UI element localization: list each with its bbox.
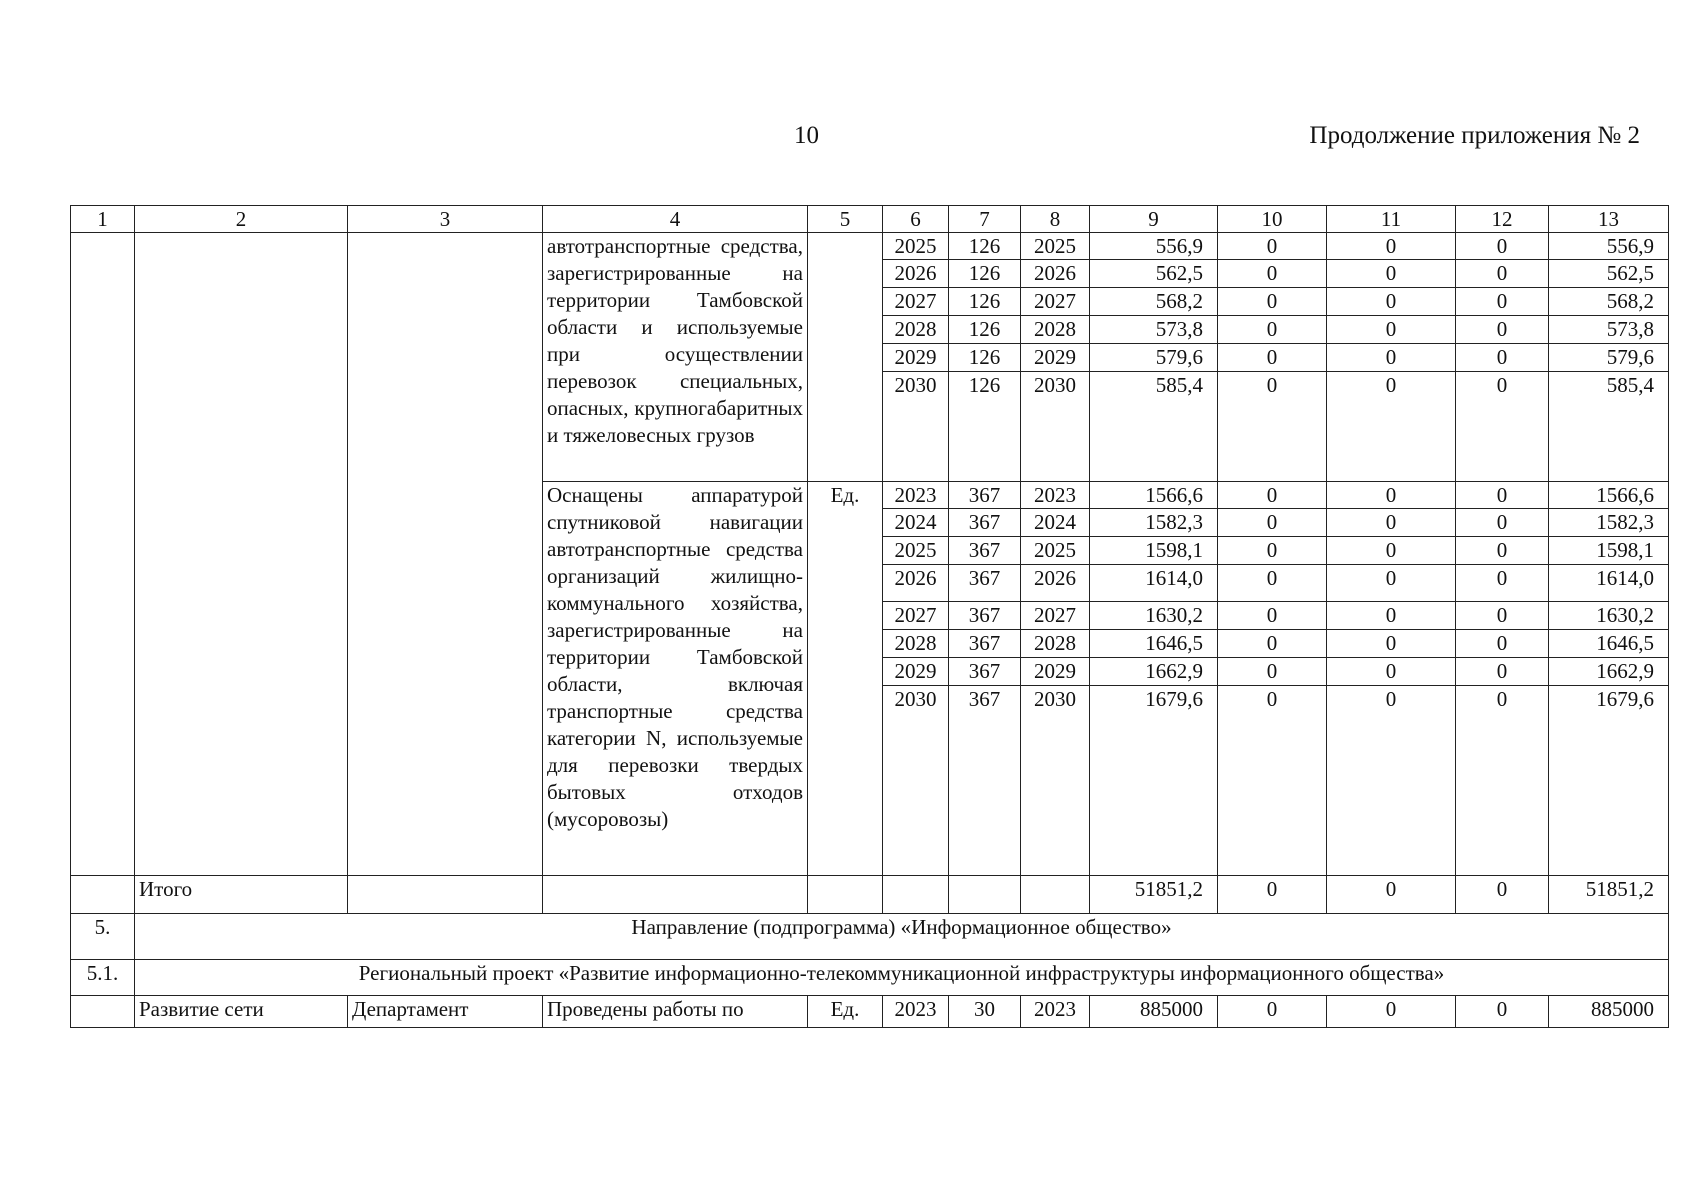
value-cell: 2026	[1021, 260, 1090, 288]
indicator-description: Оснащены аппаратурой спутниковой навигации автотранспортные средства организаций жилищно-коммунального хозяйства, зарегистрированные на территории Тамбовской области, включая транспортные средства категории N, используемые для перевозки твердых бытовых отходов (мусоровозы)	[543, 482, 808, 876]
value-cell: 1679,6	[1090, 686, 1218, 876]
value-cell: 1598,1	[1090, 537, 1218, 565]
value-cell: 2025	[883, 537, 949, 565]
value-cell: 2024	[1021, 509, 1090, 537]
value-cell: 0	[1456, 344, 1549, 372]
value-cell: 367	[949, 602, 1021, 630]
value-cell: 126	[949, 233, 1021, 260]
value-cell: 0	[1327, 482, 1456, 509]
value-cell: 2030	[883, 372, 949, 482]
value-cell: 579,6	[1549, 344, 1669, 372]
value-cell: 568,2	[1090, 288, 1218, 316]
column-header: 1	[71, 206, 135, 233]
value-cell: 0	[1456, 602, 1549, 630]
value-cell: 2024	[883, 509, 949, 537]
column-header: 13	[1549, 206, 1669, 233]
value-cell: 885000	[1090, 996, 1218, 1028]
value-cell: 1662,9	[1090, 658, 1218, 686]
section-number: 5.1.	[71, 960, 135, 996]
value-cell: 2027	[1021, 602, 1090, 630]
value-cell: 2030	[1021, 686, 1090, 876]
value-cell: 2023	[1021, 482, 1090, 509]
value-cell: 0	[1218, 602, 1327, 630]
value-cell: 0	[1218, 233, 1327, 260]
executor: Департамент	[348, 996, 543, 1028]
value-cell: 0	[1327, 658, 1456, 686]
value-cell: 0	[1456, 537, 1549, 565]
value-cell: 0	[1218, 537, 1327, 565]
col1-blank	[71, 233, 135, 876]
value-cell: 367	[949, 658, 1021, 686]
value-cell: 2027	[883, 602, 949, 630]
value-cell: 2025	[1021, 537, 1090, 565]
value-cell: 2026	[1021, 565, 1090, 602]
value-cell: 2028	[1021, 630, 1090, 658]
unit-cell: Ед.	[808, 482, 883, 876]
value-cell: 0	[1218, 344, 1327, 372]
value-cell: 30	[949, 996, 1021, 1028]
value-cell: 1582,3	[1549, 509, 1669, 537]
value-cell: 0	[1456, 482, 1549, 509]
value-cell: 585,4	[1549, 372, 1669, 482]
value-cell: 2029	[883, 658, 949, 686]
column-header: 12	[1456, 206, 1549, 233]
value-cell: 0	[1327, 686, 1456, 876]
total-blank	[348, 876, 543, 914]
section-row	[71, 914, 1669, 960]
value-cell: 367	[949, 686, 1021, 876]
value-cell: 0	[1456, 996, 1549, 1028]
value-cell: 0	[1456, 260, 1549, 288]
total-blank	[883, 876, 949, 914]
value-cell: 0	[1327, 344, 1456, 372]
value-cell: 1646,5	[1090, 630, 1218, 658]
table-row	[71, 233, 1669, 260]
total-label: Итого	[135, 876, 348, 914]
value-cell: 0	[1327, 996, 1456, 1028]
value-cell: 562,5	[1549, 260, 1669, 288]
total-value: 0	[1456, 876, 1549, 914]
value-cell: 126	[949, 372, 1021, 482]
total-blank	[543, 876, 808, 914]
value-cell: 0	[1327, 288, 1456, 316]
value-cell: 1566,6	[1090, 482, 1218, 509]
value-cell: 0	[1456, 658, 1549, 686]
value-cell: 1614,0	[1549, 565, 1669, 602]
indicator-description: автотранспортные средства, зарегистрированные на территории Тамбовской области и используемые при осуществлении перевозок специальных, опасных, крупногабаритных и тяжеловесных грузов	[543, 233, 808, 482]
column-header: 10	[1218, 206, 1327, 233]
total-value: 51851,2	[1090, 876, 1218, 914]
value-cell: 1630,2	[1549, 602, 1669, 630]
value-cell: 0	[1327, 233, 1456, 260]
value-cell: 2028	[883, 316, 949, 344]
value-cell: 2027	[883, 288, 949, 316]
value-cell: 0	[1218, 316, 1327, 344]
value-cell: 2029	[1021, 658, 1090, 686]
value-cell: 2025	[883, 233, 949, 260]
value-cell: 0	[1456, 288, 1549, 316]
value-cell: 585,4	[1090, 372, 1218, 482]
column-header: 9	[1090, 206, 1218, 233]
value-cell: 0	[1456, 686, 1549, 876]
value-cell: 2030	[883, 686, 949, 876]
total-value: 0	[1218, 876, 1327, 914]
value-cell: 0	[1218, 288, 1327, 316]
value-cell: 1598,1	[1549, 537, 1669, 565]
value-cell: 2029	[1021, 344, 1090, 372]
value-cell: 0	[1456, 316, 1549, 344]
total-blank	[808, 876, 883, 914]
value-cell: 2026	[883, 260, 949, 288]
value-cell: 2028	[883, 630, 949, 658]
column-header: 6	[883, 206, 949, 233]
value-cell: 367	[949, 509, 1021, 537]
value-cell: 1662,9	[1549, 658, 1669, 686]
column-header: 7	[949, 206, 1021, 233]
value-cell: 0	[1456, 565, 1549, 602]
section-row	[71, 960, 1669, 996]
value-cell: 2023	[1021, 996, 1090, 1028]
section-title: Направление (подпрограмма) «Информационное общество»	[135, 914, 1669, 960]
value-cell: 0	[1218, 658, 1327, 686]
value-cell: 367	[949, 565, 1021, 602]
total-col1	[71, 876, 135, 914]
value-cell: 2023	[883, 996, 949, 1028]
table-row	[71, 996, 1669, 1028]
value-cell: 0	[1456, 509, 1549, 537]
value-cell: 0	[1218, 996, 1327, 1028]
value-cell: 556,9	[1549, 233, 1669, 260]
column-header: 5	[808, 206, 883, 233]
appendix-heading: Продолжение приложения № 2	[1309, 122, 1640, 149]
value-cell: 2029	[883, 344, 949, 372]
value-cell: 367	[949, 482, 1021, 509]
value-cell: 2028	[1021, 316, 1090, 344]
value-cell: 0	[1327, 565, 1456, 602]
activity-name: Развитие сети	[135, 996, 348, 1028]
value-cell: 2025	[1021, 233, 1090, 260]
value-cell: 1630,2	[1090, 602, 1218, 630]
value-cell: 556,9	[1090, 233, 1218, 260]
value-cell: 0	[1327, 630, 1456, 658]
value-cell: 0	[1327, 537, 1456, 565]
value-cell: 573,8	[1549, 316, 1669, 344]
value-cell: 0	[1218, 686, 1327, 876]
section-number: 5.	[71, 914, 135, 960]
header-row	[71, 206, 1669, 233]
value-cell: 573,8	[1090, 316, 1218, 344]
total-value: 51851,2	[1549, 876, 1669, 914]
total-blank	[949, 876, 1021, 914]
value-cell: 0	[1218, 630, 1327, 658]
total-blank	[1021, 876, 1090, 914]
value-cell: 126	[949, 344, 1021, 372]
value-cell: 1566,6	[1549, 482, 1669, 509]
value-cell: 579,6	[1090, 344, 1218, 372]
value-cell: 1646,5	[1549, 630, 1669, 658]
total-value: 0	[1327, 876, 1456, 914]
column-header: 8	[1021, 206, 1090, 233]
value-cell: 0	[1456, 630, 1549, 658]
value-cell: 562,5	[1090, 260, 1218, 288]
value-cell: 0	[1456, 372, 1549, 482]
value-cell: 2030	[1021, 372, 1090, 482]
value-cell: 885000	[1549, 996, 1669, 1028]
unit-cell: Ед.	[808, 996, 883, 1028]
value-cell: 126	[949, 316, 1021, 344]
value-cell: 1614,0	[1090, 565, 1218, 602]
value-cell: 0	[1218, 482, 1327, 509]
column-header: 2	[135, 206, 348, 233]
value-cell: 0	[1456, 233, 1549, 260]
value-cell: 2026	[883, 565, 949, 602]
value-cell: 2023	[883, 482, 949, 509]
unit-cell	[808, 233, 883, 482]
value-cell: 0	[1218, 260, 1327, 288]
value-cell: 568,2	[1549, 288, 1669, 316]
value-cell: 367	[949, 630, 1021, 658]
section-title: Региональный проект «Развитие информационно-телекоммуникационной инфраструктуры информационного общества»	[135, 960, 1669, 996]
value-cell: 0	[1327, 260, 1456, 288]
value-cell: 126	[949, 260, 1021, 288]
value-cell: 0	[1327, 509, 1456, 537]
value-cell: 0	[1218, 509, 1327, 537]
col3-blank	[348, 233, 543, 876]
value-cell: 0	[1327, 316, 1456, 344]
page-number: 10	[794, 122, 819, 149]
value-cell: 0	[1327, 372, 1456, 482]
column-header: 11	[1327, 206, 1456, 233]
program-table	[70, 205, 1669, 1028]
indicator-description: Проведены работы по	[543, 996, 808, 1028]
value-cell: 0	[1218, 372, 1327, 482]
col1-blank	[71, 996, 135, 1028]
value-cell: 367	[949, 537, 1021, 565]
value-cell: 0	[1327, 602, 1456, 630]
value-cell: 1582,3	[1090, 509, 1218, 537]
total-row	[71, 876, 1669, 914]
column-header: 3	[348, 206, 543, 233]
value-cell: 1679,6	[1549, 686, 1669, 876]
value-cell: 126	[949, 288, 1021, 316]
col2-blank	[135, 233, 348, 876]
column-header: 4	[543, 206, 808, 233]
value-cell: 0	[1218, 565, 1327, 602]
value-cell: 2027	[1021, 288, 1090, 316]
